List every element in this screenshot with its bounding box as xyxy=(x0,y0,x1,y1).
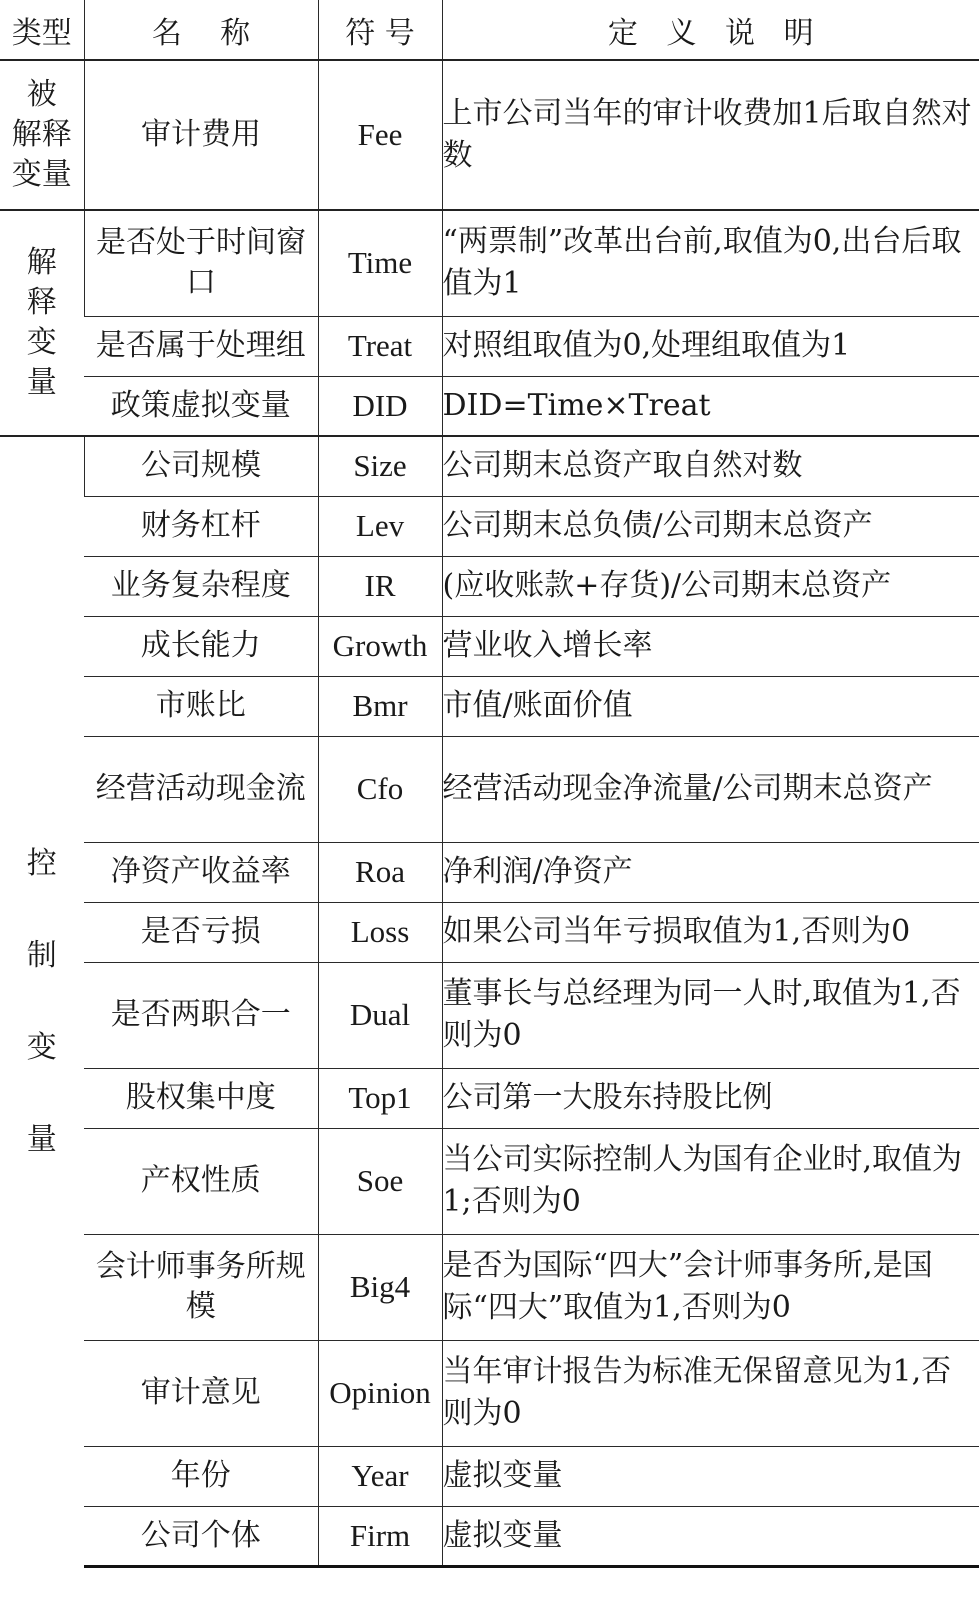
variable-definition: 董事长与总经理为同一人时,取值为1,否则为0 xyxy=(442,962,979,1068)
variable-symbol: Year xyxy=(318,1446,442,1506)
variable-symbol: DID xyxy=(318,376,442,436)
variable-definition: 如果公司当年亏损取值为1,否则为0 xyxy=(442,902,979,962)
variable-definition: 净利润/净资产 xyxy=(442,842,979,902)
variable-name: 经营活动现金流 xyxy=(84,736,318,842)
variable-name: 政策虚拟变量 xyxy=(84,376,318,436)
variable-definition: 营业收入增长率 xyxy=(442,616,979,676)
variable-symbol: Fee xyxy=(318,60,442,210)
variable-symbol: Opinion xyxy=(318,1340,442,1446)
variable-definition: 市值/账面价值 xyxy=(442,676,979,736)
variable-name: 公司个体 xyxy=(84,1506,318,1566)
variable-name: 年份 xyxy=(84,1446,318,1506)
variable-definition: “两票制”改革出台前,取值为0,出台后取值为1 xyxy=(442,210,979,316)
header-definition: 定 义 说 明 xyxy=(442,0,979,60)
variable-definition: 虚拟变量 xyxy=(442,1446,979,1506)
variable-definition: 当年审计报告为标准无保留意见为1,否则为0 xyxy=(442,1340,979,1446)
variable-definition: 公司期末总资产取自然对数 xyxy=(442,436,979,496)
variable-name: 产权性质 xyxy=(84,1128,318,1234)
header-symbol: 符 号 xyxy=(318,0,442,60)
variable-symbol: IR xyxy=(318,556,442,616)
variable-symbol: Top1 xyxy=(318,1068,442,1128)
variable-name: 市账比 xyxy=(84,676,318,736)
variable-symbol: Firm xyxy=(318,1506,442,1566)
variable-symbol: Roa xyxy=(318,842,442,902)
header-type: 类型 xyxy=(0,0,84,60)
variable-symbol: Size xyxy=(318,436,442,496)
variable-definition: 公司第一大股东持股比例 xyxy=(442,1068,979,1128)
variable-name: 是否处于时间窗口 xyxy=(84,210,318,316)
variable-symbol: Dual xyxy=(318,962,442,1068)
variable-symbol: Cfo xyxy=(318,736,442,842)
variable-name: 公司规模 xyxy=(84,436,318,496)
variable-symbol: Growth xyxy=(318,616,442,676)
variable-definition: 是否为国际“四大”会计师事务所,是国际“四大”取值为1,否则为0 xyxy=(442,1234,979,1340)
variable-name: 审计意见 xyxy=(84,1340,318,1446)
variable-definition: 当公司实际控制人为国有企业时,取值为1;否则为0 xyxy=(442,1128,979,1234)
variable-definition: 公司期末总负债/公司期末总资产 xyxy=(442,496,979,556)
variable-name: 股权集中度 xyxy=(84,1068,318,1128)
variable-symbol: Soe xyxy=(318,1128,442,1234)
variable-name: 审计费用 xyxy=(84,60,318,210)
variable-name: 净资产收益率 xyxy=(84,842,318,902)
variable-name: 是否属于处理组 xyxy=(84,316,318,376)
variable-definition: 上市公司当年的审计收费加1后取自然对数 xyxy=(442,60,979,210)
variable-definition: 经营活动现金净流量/公司期末总资产 xyxy=(442,736,979,842)
variable-name: 是否亏损 xyxy=(84,902,318,962)
group-label-control: 控 制 变 量 xyxy=(0,436,84,1566)
variable-definition: 虚拟变量 xyxy=(442,1506,979,1566)
variable-symbol: Time xyxy=(318,210,442,316)
variable-name: 会计师事务所规模 xyxy=(84,1234,318,1340)
variable-definition: DID=Time×Treat xyxy=(442,376,979,436)
variable-name: 财务杠杆 xyxy=(84,496,318,556)
variable-symbol: Bmr xyxy=(318,676,442,736)
group-label-explanatory: 解 释 变 量 xyxy=(0,210,84,436)
group-label-dependent: 被 解释 变量 xyxy=(0,60,84,210)
variable-symbol: Loss xyxy=(318,902,442,962)
variable-symbol: Lev xyxy=(318,496,442,556)
variable-symbol: Big4 xyxy=(318,1234,442,1340)
variable-name: 是否两职合一 xyxy=(84,962,318,1068)
header-name: 名 称 xyxy=(84,0,318,60)
variable-definition: 对照组取值为0,处理组取值为1 xyxy=(442,316,979,376)
variable-name: 业务复杂程度 xyxy=(84,556,318,616)
variable-symbol: Treat xyxy=(318,316,442,376)
variable-name: 成长能力 xyxy=(84,616,318,676)
variable-definition: (应收账款+存货)/公司期末总资产 xyxy=(442,556,979,616)
